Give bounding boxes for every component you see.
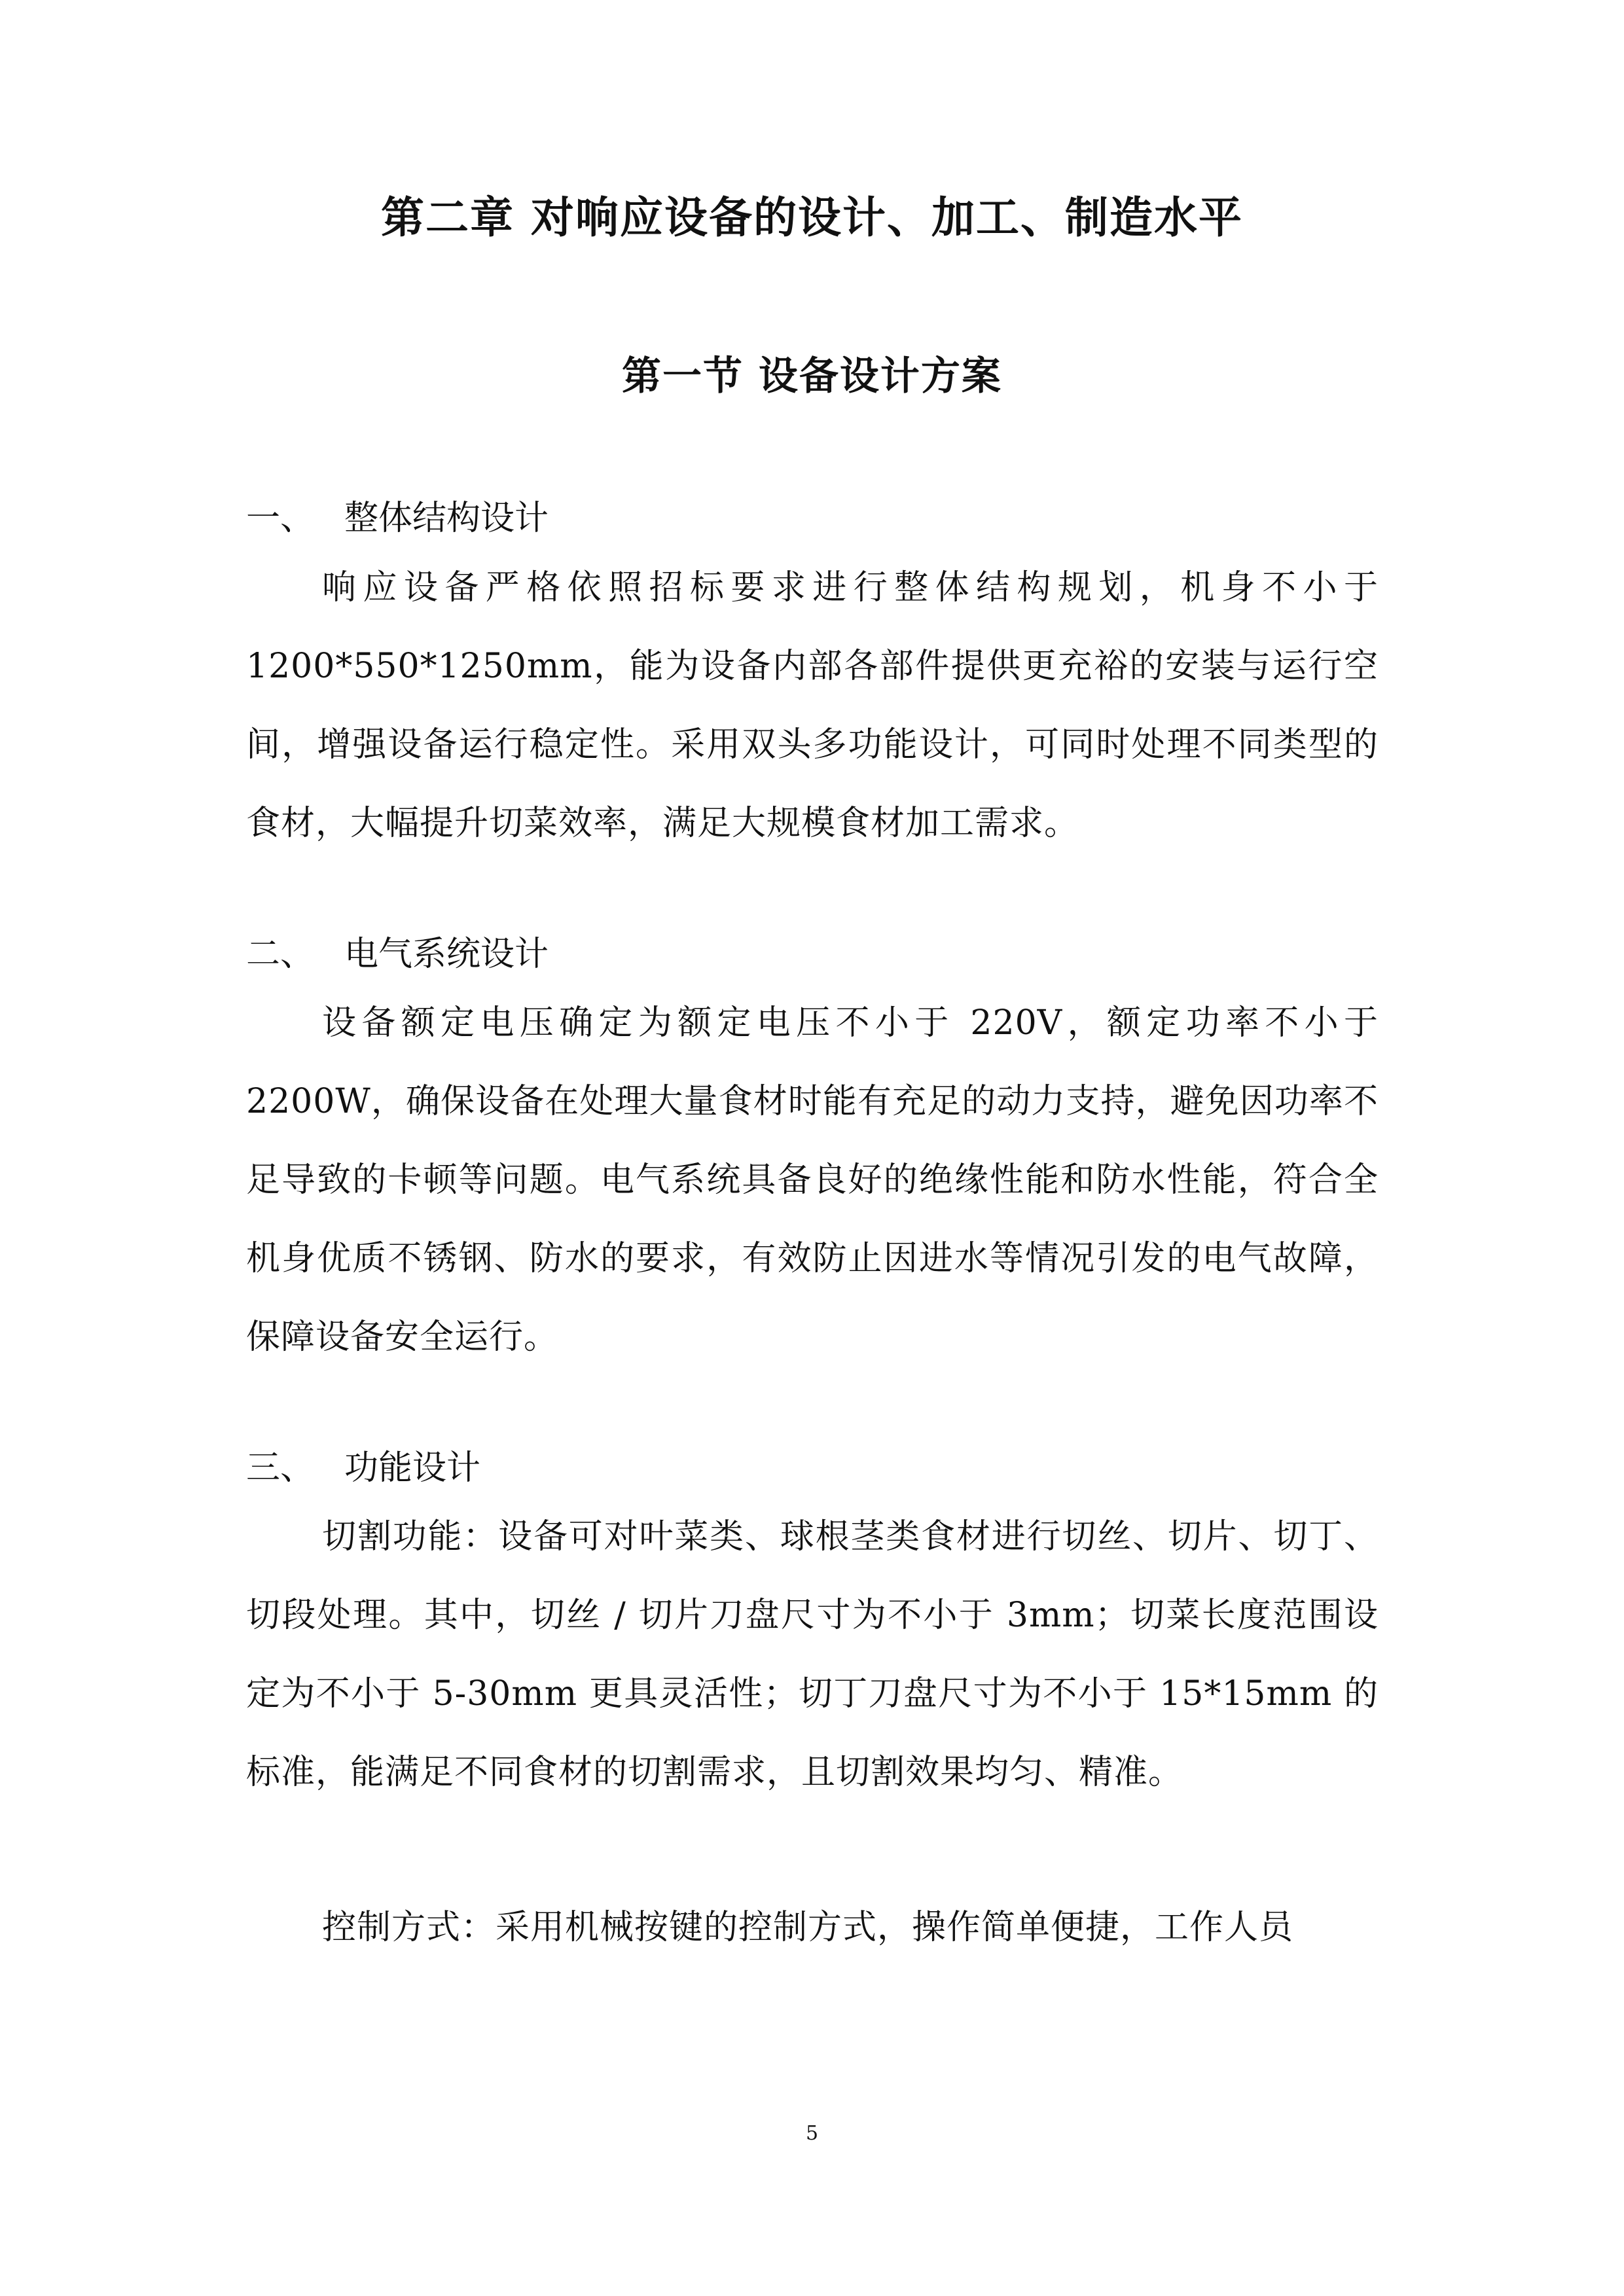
section-heading-1 — [246, 492, 549, 545]
section-number: 一、 — [246, 499, 315, 538]
paragraph: 设备额定电压确定为额定电压不小于 220V，额定功率不小于 2200W，确保设备在处理大量食材时能有充足的动力支持，避免因功率不足导致的卡顿等问题。电气系统具备良好的绝缘性能和防水性能，符合全机身优质不锈钢、防水的要求，有效防止因进水等情况引发的电气故障，保障设备安全运行。 — [246, 1003, 1379, 1357]
page-number: 5 — [805, 2122, 819, 2145]
section-heading-3 — [246, 1442, 480, 1494]
section-title: 第一节 设备设计方案 — [622, 353, 1002, 399]
paragraph: 响应设备严格依照招标要求进行整体结构规划，机身不小于 1200*550*1250mm，能为设备内部各部件提供更充裕的安装与运行空间，增强设备运行稳定性。采用双头多功能设计，可同时处理不同类型的食材，大幅提升切菜效率，满足大规模食材加工需求。 — [246, 568, 1379, 843]
section-number: 三、 — [246, 1448, 315, 1488]
section-heading-text: 电气系统设计 — [344, 935, 549, 974]
section-heading-2 — [246, 928, 549, 980]
section-heading-text: 功能设计 — [344, 1448, 481, 1488]
paragraph: 控制方式：采用机械按键的控制方式，操作简单便捷，工作人员 — [322, 1908, 1294, 1947]
section-number: 二、 — [246, 935, 315, 974]
section-heading-text: 整体结构设计 — [344, 499, 549, 538]
chapter-title: 第二章 对响应设备的设计、加工、制造水平 — [381, 192, 1243, 243]
paragraph: 切割功能：设备可对叶菜类、球根茎类食材进行切丝、切片、切丁、切段处理。其中，切丝 / 切片刀盘尺寸为不小于 3mm；切菜长度范围设定为不小于 5-30mm 更具灵活性；切丁刀盘尺寸为不小于 15*15mm 的标准，能满足不同食材的切割需求，且切割效果均匀、精准。 — [246, 1517, 1379, 1792]
